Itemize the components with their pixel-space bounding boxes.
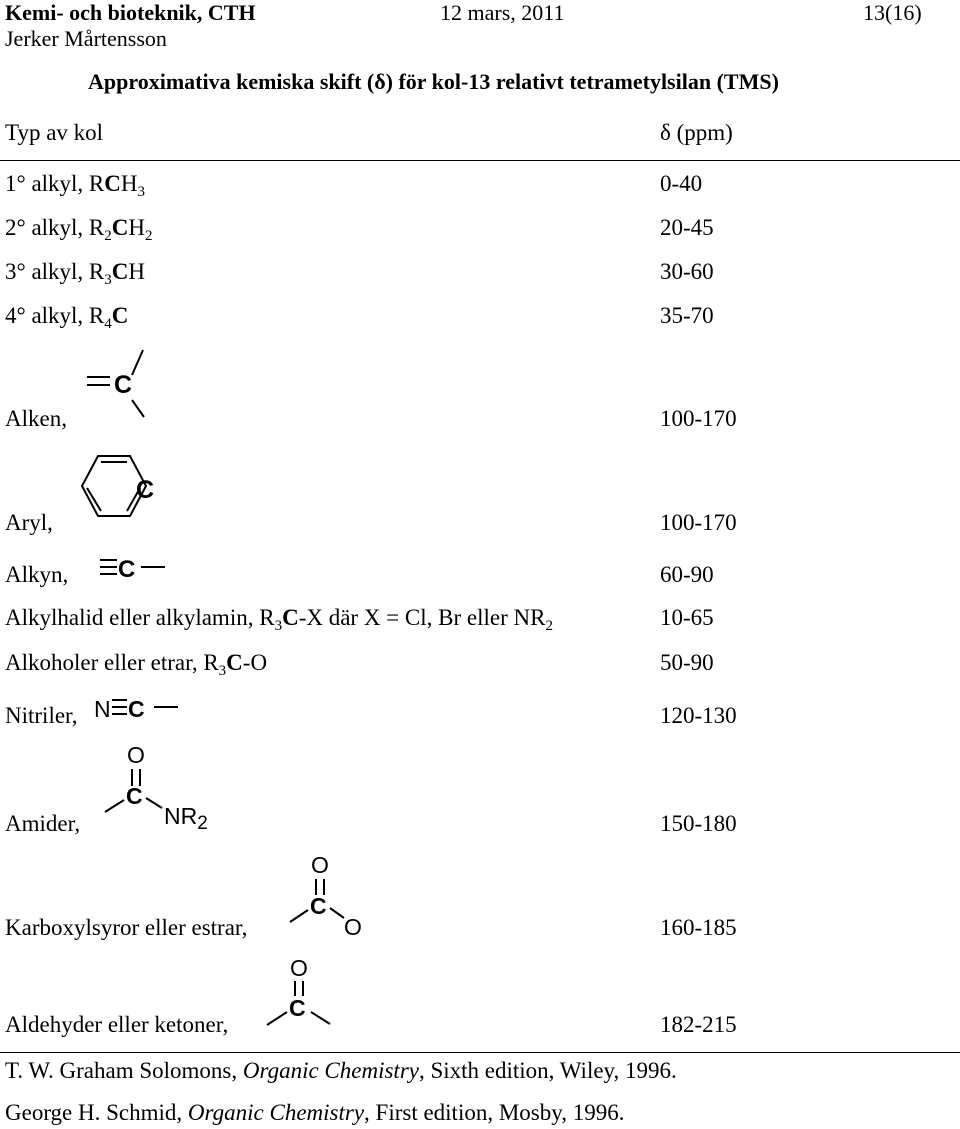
amid-carbon: C: [126, 783, 143, 809]
row-label: 2° alkyl, $R_2CH_2$: [5, 215, 153, 244]
page-title: Approximativa kemiska skift (δ) för kol-13 relativt tetrametylsilan (TMS): [88, 69, 779, 94]
row-label: Aldehyder eller ketoner,: [5, 1012, 229, 1037]
bond-line: [132, 400, 144, 417]
karboxyl-structure: [285, 848, 385, 943]
bond-line: [311, 1012, 330, 1024]
row-label: 4° alkyl, $R_4C$: [5, 303, 129, 332]
author: Jerker Mårtensson: [5, 26, 167, 51]
row-shift: 150-180: [660, 811, 737, 836]
row-label: Alkylhalid eller alkylamin, $R_3C-X$ där X = Cl, Br eller $NR_2$: [5, 605, 553, 634]
row-label: Nitriler,: [5, 703, 78, 728]
row-shift: 60-90: [660, 562, 714, 587]
karboxyl-oxygen: O: [311, 852, 329, 878]
row-label: Alkyn,: [5, 562, 69, 587]
carbonyl-structure: [262, 950, 342, 1030]
row-shift: 50-90: [660, 650, 714, 675]
row-shift: 100-170: [660, 510, 737, 535]
row-shift: 182-215: [660, 1012, 737, 1037]
page-number: 13(16): [863, 0, 922, 25]
row-label: Karboxylsyror eller estrar,: [5, 915, 248, 940]
alken-structure: [80, 345, 170, 425]
row-shift: 120-130: [660, 703, 737, 728]
bond-line: [290, 910, 308, 922]
row-shift: 10-65: [660, 605, 714, 630]
carbonyl-carbon: C: [289, 995, 306, 1021]
bond-line: [105, 800, 124, 812]
row-label: Alken,: [5, 406, 67, 431]
row-shift: 35-70: [660, 303, 714, 328]
reference-2: George H. Schmid, Organic Chemistry, First edition, Mosby, 1996.: [5, 1100, 625, 1125]
row-shift: 20-45: [660, 215, 714, 240]
footer-rule: [0, 1052, 960, 1053]
amid-oxygen: O: [127, 742, 145, 768]
karboxyl-carbon: C: [310, 893, 327, 919]
alkyn-structure: [95, 550, 175, 585]
row-label: Alkoholer eller etrar, $R_3C-O$: [5, 650, 268, 679]
aryl-structure: [68, 448, 168, 528]
alkyn-carbon: C: [118, 556, 136, 583]
bond-line: [267, 1012, 287, 1025]
reference-1: T. W. Graham Solomons, Organic Chemistry, Sixth edition, Wiley, 1996.: [5, 1058, 677, 1083]
karboxyl-oxygen-ester: O: [344, 914, 362, 940]
col-header-shift: δ (ppm): [660, 120, 733, 145]
row-label: 3° alkyl, $R_3CH$: [5, 259, 146, 288]
nitril-structure: [94, 693, 194, 728]
row-shift: 30-60: [660, 259, 714, 284]
row-shift: 0-40: [660, 171, 703, 196]
carbonyl-oxygen: O: [290, 955, 308, 981]
row-label: 1° alkyl, $RCH_3$: [5, 171, 146, 200]
row-shift: 160-185: [660, 915, 737, 940]
amid-structure: [100, 740, 230, 835]
course-name: Kemi- och bioteknik, CTH: [5, 0, 256, 25]
nitril-carbon: C: [128, 696, 145, 722]
bond-line: [132, 350, 143, 375]
date: 12 mars, 2011: [440, 0, 565, 25]
row-shift: 100-170: [660, 406, 737, 431]
col-header-type: Typ av kol: [5, 120, 104, 145]
aryl-carbon: C: [136, 476, 155, 504]
nitril-nitrogen: N: [94, 696, 111, 722]
row-label: Amider,: [5, 811, 81, 836]
alken-carbon: C: [114, 371, 133, 399]
bond-line: [146, 798, 162, 808]
header-rule: [0, 160, 960, 161]
row-label: Aryl,: [5, 510, 53, 535]
amid-nr: $NR_2$: [164, 803, 208, 834]
bond-line: [330, 908, 344, 918]
